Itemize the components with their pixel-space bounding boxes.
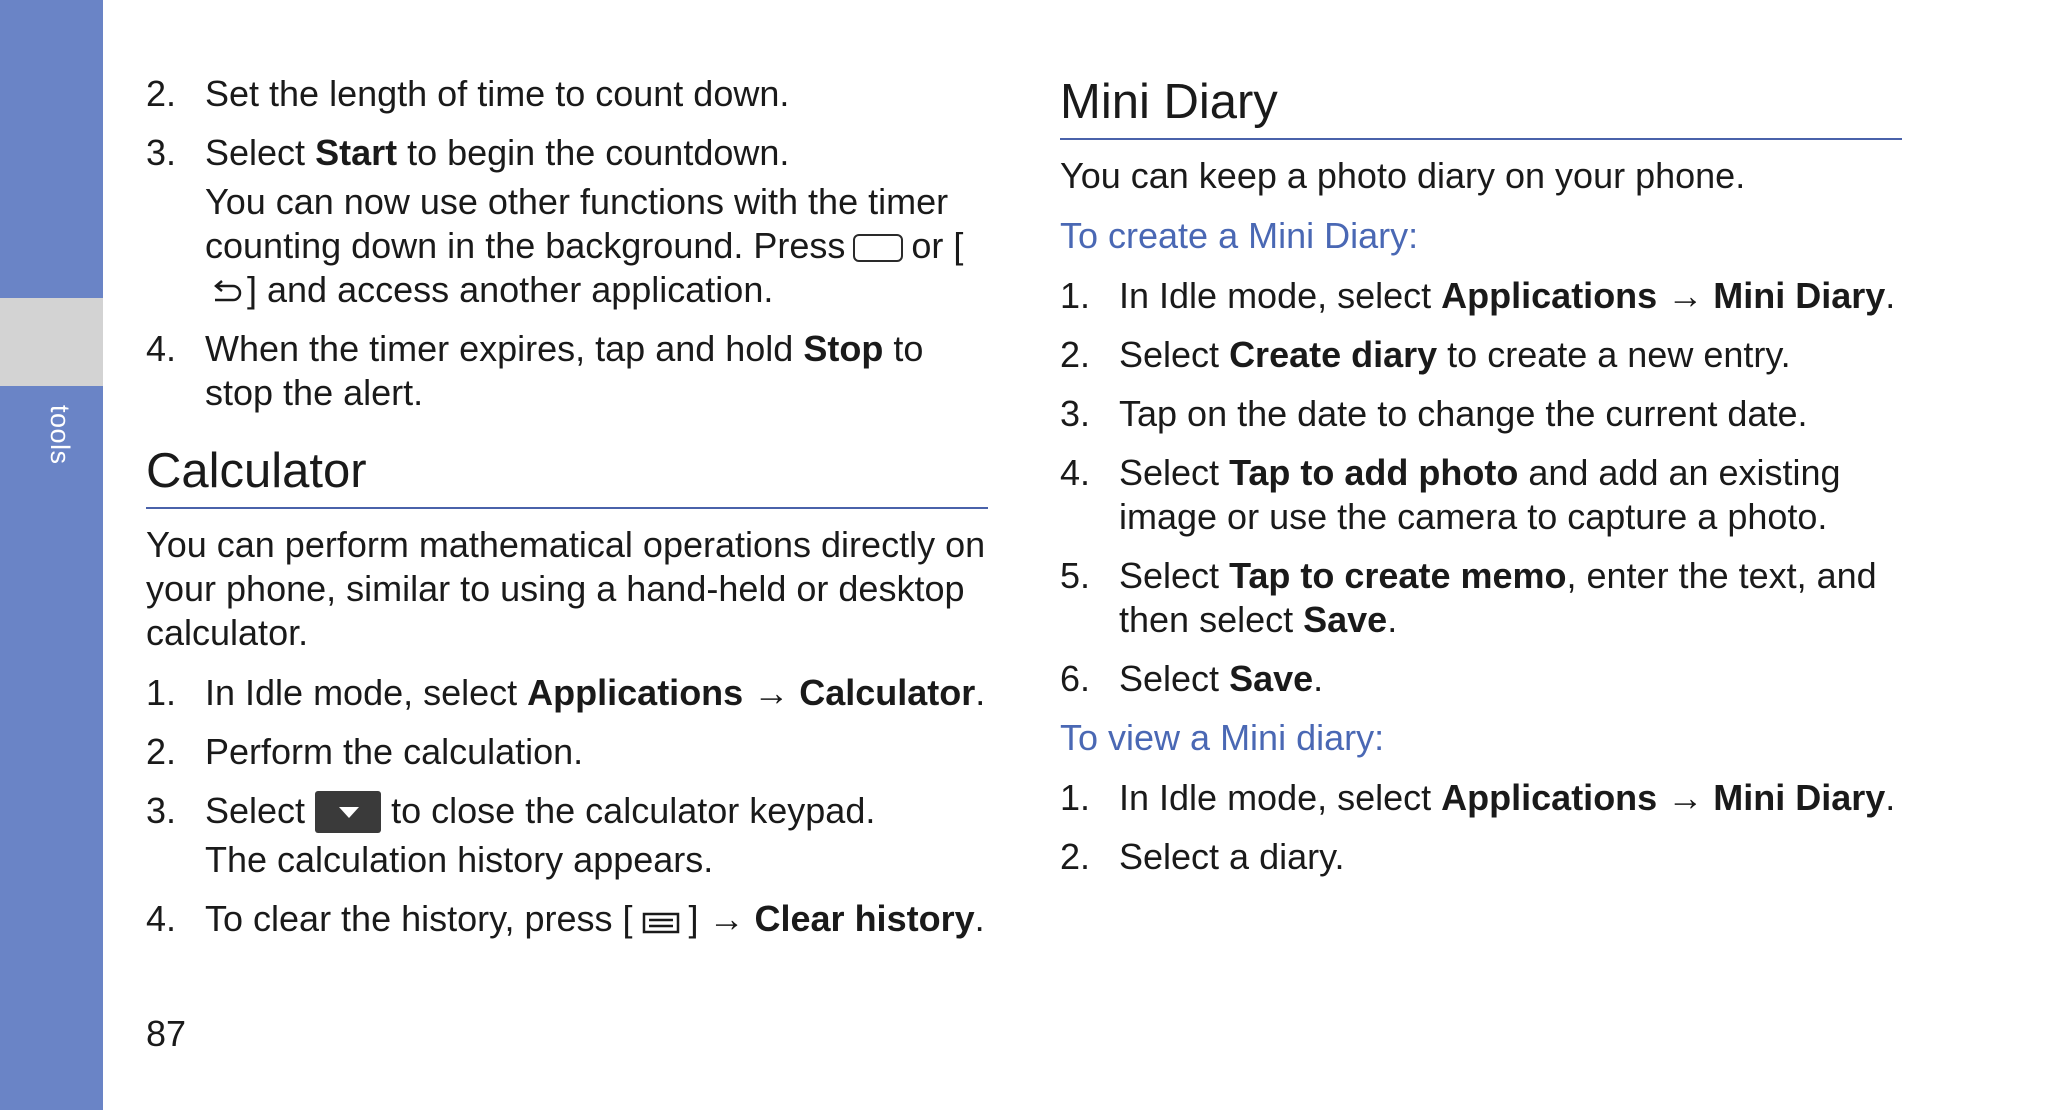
timer-steps bbox=[146, 72, 988, 415]
section-title-calculator: Calculator bbox=[146, 441, 988, 509]
step-number: 1. bbox=[146, 672, 177, 713]
note-text: or [ bbox=[911, 225, 964, 266]
step-text: . bbox=[1885, 777, 1896, 818]
section-title-mini-diary: Mini Diary bbox=[1060, 72, 1902, 140]
list-item bbox=[146, 131, 988, 312]
step-text: . bbox=[974, 898, 985, 939]
list-item bbox=[146, 789, 988, 882]
ui-term: Mini Diary bbox=[1713, 275, 1886, 316]
step-text: . bbox=[1885, 275, 1896, 316]
menu-icon bbox=[639, 911, 683, 935]
down-arrow-button-icon bbox=[315, 791, 381, 833]
step-number: 4. bbox=[146, 898, 177, 939]
ui-term: Applications bbox=[527, 672, 744, 713]
sidebar bbox=[0, 0, 103, 1110]
list-item bbox=[1060, 333, 1902, 377]
list-item bbox=[146, 897, 988, 941]
step-text: . bbox=[1387, 599, 1398, 640]
left-column bbox=[146, 72, 988, 956]
ui-term: Start bbox=[315, 132, 398, 173]
list-item bbox=[1060, 274, 1902, 318]
step-number: 2. bbox=[146, 731, 177, 772]
list-item bbox=[1060, 554, 1902, 642]
ui-term: Applications bbox=[1441, 777, 1658, 818]
step-text: . bbox=[1313, 658, 1324, 699]
list-item bbox=[1060, 776, 1902, 820]
step-number: 6. bbox=[1060, 658, 1091, 699]
step-text: Select bbox=[1119, 334, 1230, 375]
step-text: In Idle mode, select bbox=[1119, 275, 1442, 316]
step-text: Tap on the date to change the current date. bbox=[1119, 393, 1808, 434]
subheading-create: To create a Mini Diary: bbox=[1060, 215, 1419, 256]
ui-term: Stop bbox=[803, 328, 884, 369]
list-item bbox=[146, 730, 988, 774]
list-item bbox=[1060, 657, 1902, 701]
ui-term: Save bbox=[1229, 658, 1314, 699]
step-text: Select bbox=[1119, 555, 1230, 596]
step-text: Select bbox=[1119, 658, 1230, 699]
home-key-icon bbox=[853, 234, 903, 262]
arrow-text: → bbox=[743, 672, 800, 713]
step-number: 1. bbox=[1060, 777, 1091, 818]
list-item bbox=[146, 671, 988, 715]
step-number: 4. bbox=[146, 328, 177, 369]
step-number: 2. bbox=[146, 73, 177, 114]
arrow-text: → bbox=[1657, 777, 1714, 818]
right-column bbox=[1060, 72, 1902, 894]
step-text: Select a diary. bbox=[1119, 836, 1345, 877]
section-intro: You can perform mathematical operations directly on your phone, similar to using a hand-held or desktop calculator. bbox=[146, 524, 986, 653]
step-text: In Idle mode, select bbox=[205, 672, 528, 713]
step-number: 1. bbox=[1060, 275, 1091, 316]
step-text: to stop the alert. bbox=[205, 328, 924, 413]
step-text: Select bbox=[1119, 452, 1230, 493]
step-text: Select bbox=[205, 132, 316, 173]
step-text: Select bbox=[205, 790, 306, 831]
list-item bbox=[1060, 835, 1902, 879]
step-text: to begin the countdown. bbox=[397, 132, 790, 173]
back-icon bbox=[209, 280, 243, 306]
step-number: 2. bbox=[1060, 836, 1091, 877]
step-text: To clear the history, press [ bbox=[205, 898, 633, 939]
list-item bbox=[1060, 451, 1902, 539]
arrow-text: ] → bbox=[688, 898, 755, 939]
view-diary-steps bbox=[1060, 776, 1902, 879]
step-note: The calculation history appears. bbox=[205, 839, 714, 880]
step-text: In Idle mode, select bbox=[1119, 777, 1442, 818]
ui-term: Calculator bbox=[799, 672, 976, 713]
ui-term: Save bbox=[1303, 599, 1388, 640]
step-number: 5. bbox=[1060, 555, 1091, 596]
ui-term: Mini Diary bbox=[1713, 777, 1886, 818]
sidebar-section-label: tools bbox=[45, 405, 75, 465]
sidebar-section-tab bbox=[0, 298, 103, 386]
page-number: 87 bbox=[146, 1013, 187, 1054]
list-item bbox=[1060, 392, 1902, 436]
step-text: , enter the text, and then select bbox=[1119, 555, 1877, 640]
ui-term: Tap to add photo bbox=[1229, 452, 1519, 493]
ui-term: Tap to create memo bbox=[1229, 555, 1567, 596]
step-note bbox=[205, 180, 988, 312]
note-text: You can now use other functions with the timer counting down in the background. Press bbox=[205, 181, 949, 266]
create-diary-steps bbox=[1060, 274, 1902, 701]
list-item bbox=[146, 72, 988, 116]
ui-term: Create diary bbox=[1229, 334, 1438, 375]
step-number: 3. bbox=[1060, 393, 1091, 434]
step-number: 3. bbox=[146, 132, 177, 173]
step-text: . bbox=[975, 672, 986, 713]
step-text: to create a new entry. bbox=[1437, 334, 1791, 375]
ui-term: Applications bbox=[1441, 275, 1658, 316]
section-intro: You can keep a photo diary on your phone. bbox=[1060, 155, 1746, 196]
arrow-text: → bbox=[1657, 275, 1714, 316]
step-number: 4. bbox=[1060, 452, 1091, 493]
step-number: 2. bbox=[1060, 334, 1091, 375]
list-item bbox=[146, 327, 988, 415]
step-text: Perform the calculation. bbox=[205, 731, 584, 772]
step-text: and add an existing image or use the camera to capture a photo. bbox=[1119, 452, 1841, 537]
step-text: Set the length of time to count down. bbox=[205, 73, 790, 114]
step-number: 3. bbox=[146, 790, 177, 831]
note-text: ] and access another application. bbox=[247, 269, 774, 310]
step-text: to close the calculator keypad. bbox=[391, 790, 876, 831]
calculator-steps bbox=[146, 671, 988, 941]
ui-term: Clear history bbox=[754, 898, 975, 939]
step-text: When the timer expires, tap and hold bbox=[205, 328, 804, 369]
subheading-view: To view a Mini diary: bbox=[1060, 717, 1385, 758]
